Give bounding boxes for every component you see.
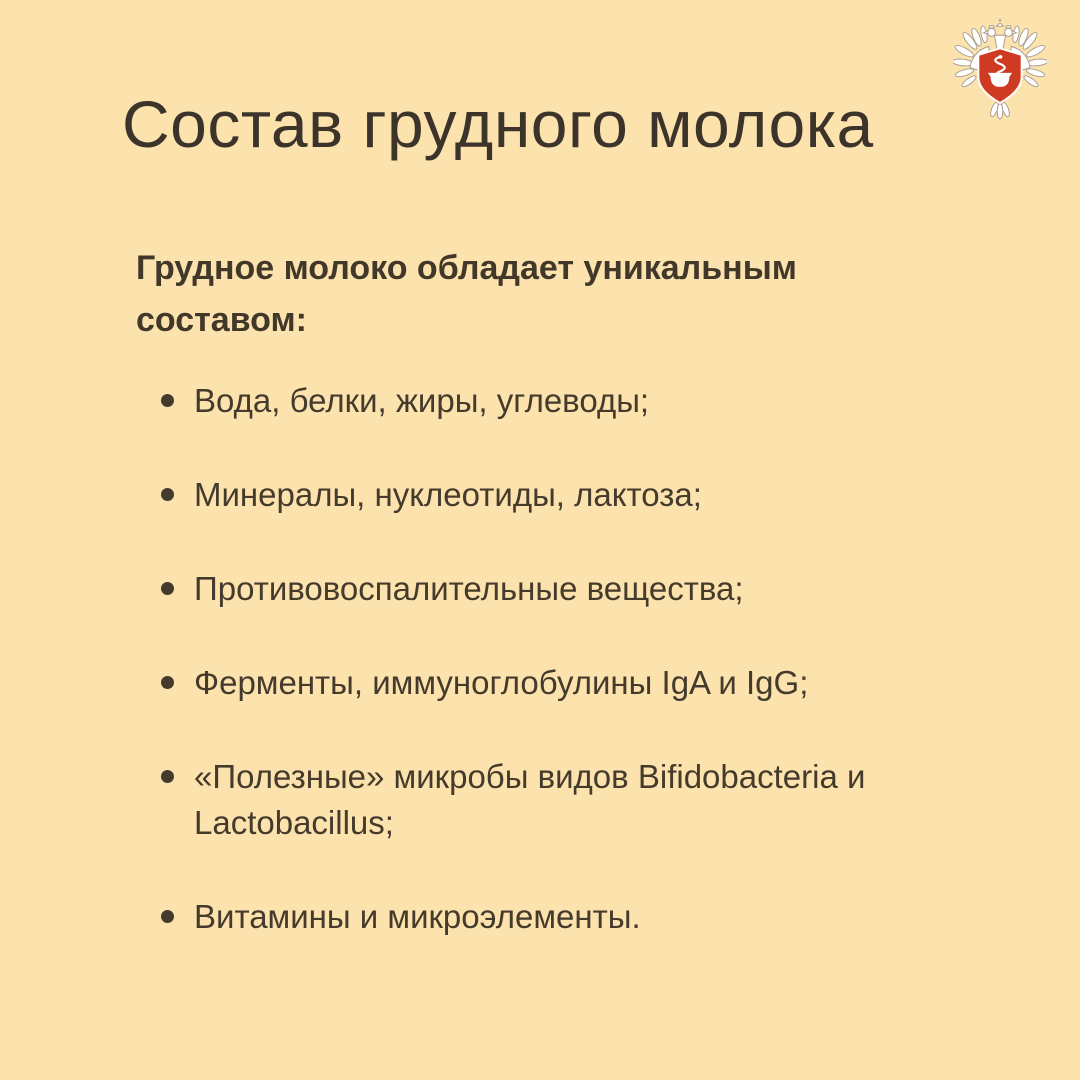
ministry-of-health-emblem bbox=[953, 18, 1047, 122]
list-item: Минералы, нуклеотиды, лактоза; bbox=[161, 472, 877, 518]
intro-text: Грудное молоко обладает уникальным составом: bbox=[136, 249, 797, 339]
list-item: «Полезные» микробы видов Bifidobacteria и Lactobacillus; bbox=[161, 754, 877, 846]
composition-list bbox=[161, 378, 877, 988]
eagle-heads bbox=[984, 19, 1017, 50]
eagle-tail bbox=[989, 101, 1011, 118]
list-item: Вода, белки, жиры, углеводы; bbox=[161, 378, 877, 424]
list-item: Противовоспалительные вещества; bbox=[161, 566, 877, 612]
emblem-shield bbox=[978, 48, 1021, 103]
page-title: Состав грудного молока bbox=[122, 87, 874, 161]
list-item: Витамины и микроэлементы. bbox=[161, 894, 877, 940]
list-item: Ферменты, иммуноглобулины IgA и IgG; bbox=[161, 660, 877, 706]
